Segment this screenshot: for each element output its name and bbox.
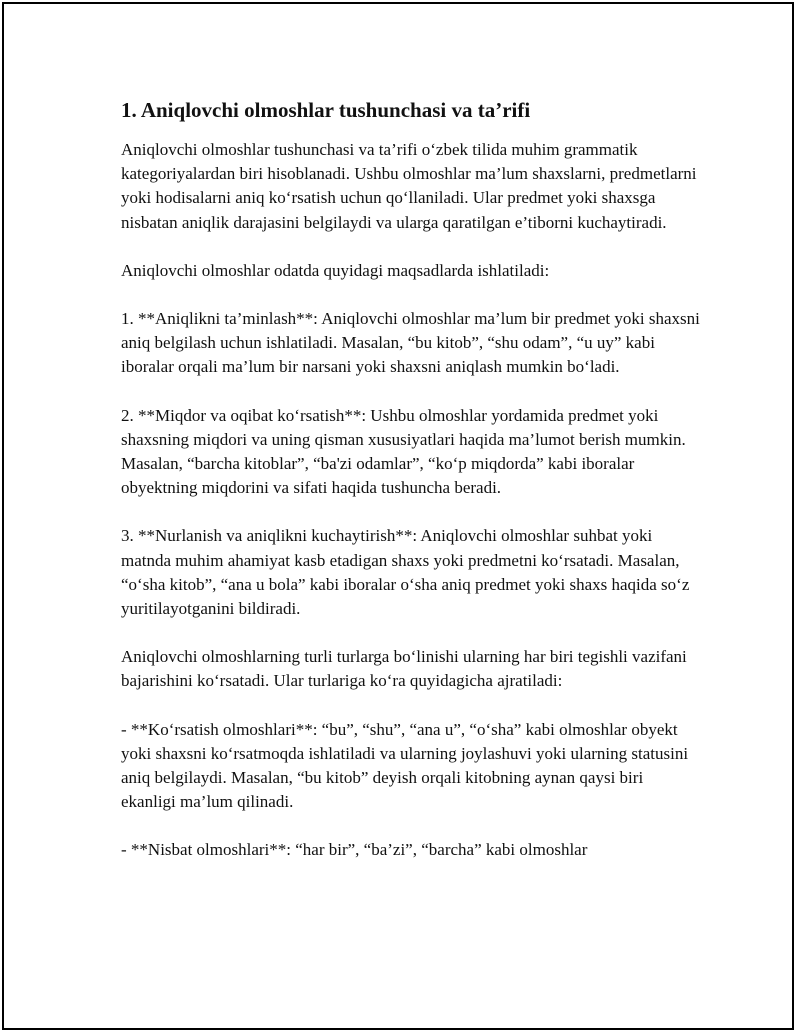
paragraph-purposes-lead: Aniqlovchi olmoshlar odatda quyidagi maqsadlarda ishlatiladi: xyxy=(121,260,550,280)
list-item-demonstrative: - **Ko‘rsatish olmoshlari**: “bu”, “shu”, “ana u”, “o‘sha” kabi olmoshlar obyekt yoki shaxsni ko‘rsatmoqda ishlatiladi va ularning joylashuvi yoki ularning statusini aniq belgilaydi. Masalan, “bu kitob” deyish orqali kitobning aynan qaysi biri ekanligi ma’lum qilinadi. xyxy=(121,719,689,812)
list-item-emphasis: 3. **Nurlanish va aniqlikni kuchaytirish**: Aniqlovchi olmoshlar suhbat yoki matnda muhim ahamiyat kasb etadigan shaxs yoki predmetni ko‘rsatadi. Masalan, “o‘sha kitob”, “ana u bola” kabi iboralar o‘sha aniq predmet yoki shaxs haqida so‘z yuritilayotganini bildiradi. xyxy=(121,526,690,619)
list-item-relative: - **Nisbat olmoshlari**: “har bir”, “ba’zi”, “barcha” kabi olmoshlar xyxy=(121,840,588,860)
list-item-quantity: 2. **Miqdor va oqibat ko‘rsatish**: Ushbu olmoshlar yordamida predmet yoki shaxsning miqdori va uning qisman xususiyatlari haqida ma’lumot berish mumkin. Masalan, “barcha kitoblar”, “ba'zi odamlar”, “ko‘p miqdorda” kabi iboralar obyektning miqdorini va sifati haqida tushuncha beradi. xyxy=(121,405,686,498)
document-page xyxy=(2,2,794,1030)
document-body xyxy=(121,96,701,887)
section-heading: 1. Aniqlovchi olmoshlar tushunchasi va ta’rifi xyxy=(121,98,531,122)
paragraph-types-lead: Aniqlovchi olmoshlarning turli turlarga bo‘linishi ularning har biri tegishli vazifani bajarishini ko‘rsatadi. Ular turlariga ko‘ra quyidagicha ajratiladi: xyxy=(121,647,687,691)
list-item-accuracy: 1. **Aniqlikni ta’minlash**: Aniqlovchi olmoshlar ma’lum bir predmet yoki shaxsni aniq belgilash uchun ishlatiladi. Masalan, “bu kitob”, “shu odam”, “u uy” kabi iboralar orqali ma’lum bir narsani yoki shaxsni aniqlash mumkin bo‘ladi. xyxy=(121,309,700,377)
paragraph-intro: Aniqlovchi olmoshlar tushunchasi va ta’rifi o‘zbek tilida muhim grammatik kategoriyalardan biri hisoblanadi. Ushbu olmoshlar ma’lum shaxslarni, predmetlarni yoki hodisalarni aniq ko‘rsatish uchun qo‘llaniladi. Ular predmet yoki shaxsga nisbatan aniqlik darajasini belgilaydi va ularga qaratilgan e’tiborni kuchaytiradi. xyxy=(121,140,697,232)
